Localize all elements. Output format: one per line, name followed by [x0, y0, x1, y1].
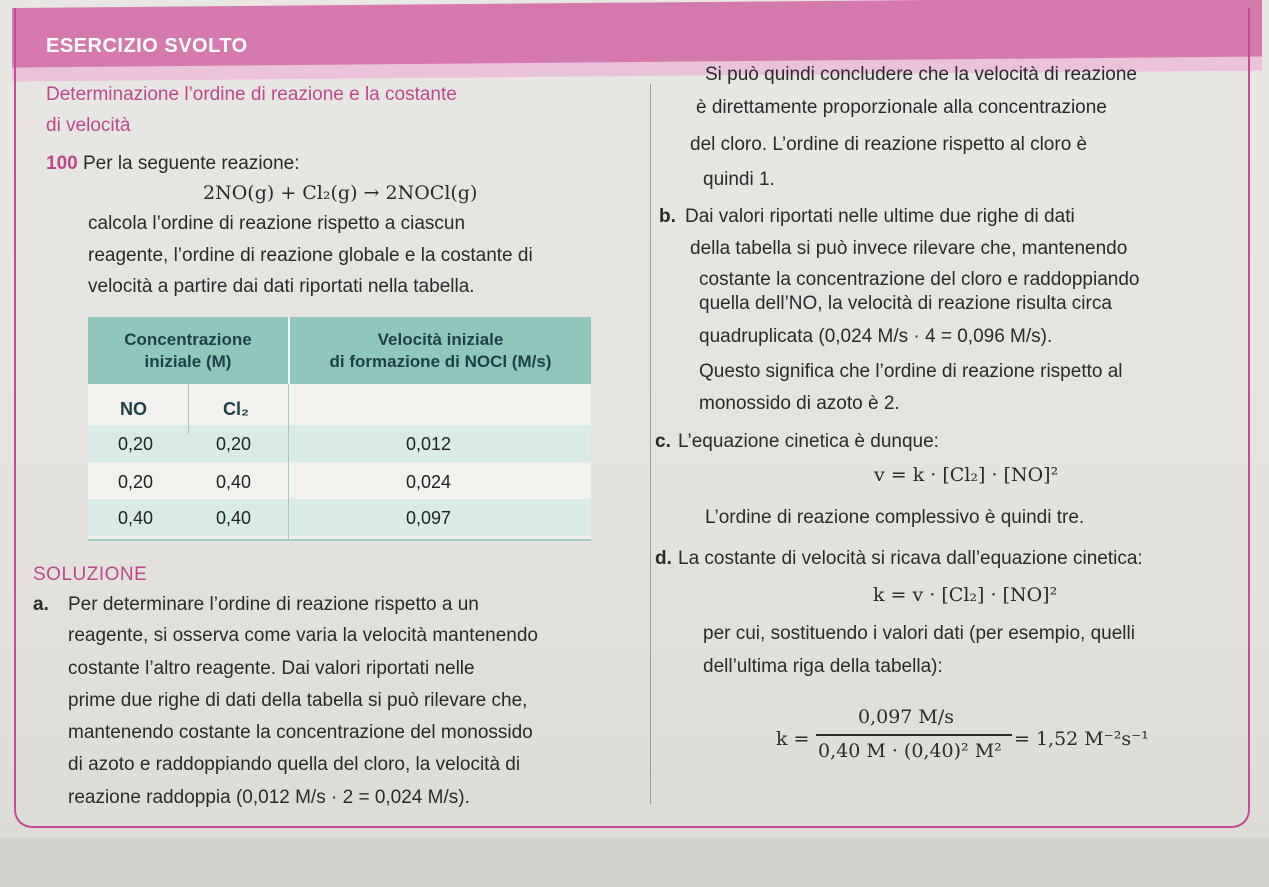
table-row-shade: [88, 499, 591, 536]
k-numerator: 0,097 M/s: [858, 706, 955, 728]
step-b-label: b.: [659, 206, 676, 227]
step-a-line5: mantenendo costante la concentrazione del monossido: [68, 722, 533, 743]
column-divider: [650, 84, 651, 804]
k-result: = 1,52 M⁻²s⁻¹: [1014, 728, 1149, 750]
conclusion-line4: quindi 1.: [703, 169, 775, 190]
step-b-line4: quella dell’NO, la velocità di reazione risulta circa: [699, 293, 1112, 314]
header-concentration-line1: Concentrazione: [124, 330, 252, 349]
step-d-line2: per cui, sostituendo i valori dati (per esempio, quelli: [703, 623, 1135, 644]
col-header-cl2: Cl₂: [223, 399, 249, 419]
problem-number: 100: [46, 153, 78, 174]
step-a-line3: costante l’altro reagente. Dai valori riportati nelle: [68, 658, 475, 679]
table-cell: 0,40: [216, 472, 252, 492]
step-a-line2: reagente, si osserva come varia la velocità mantenendo: [68, 625, 538, 646]
step-b-line6: Questo significa che l’ordine di reazione rispetto al: [699, 361, 1123, 382]
header-velocity: [290, 329, 591, 373]
conclusion-line1: Si può quindi concludere che la velocità di reazione: [705, 64, 1137, 85]
page-bottom-shadow: [0, 838, 1269, 887]
table-cell: 0,20: [118, 434, 154, 454]
table-column-separator: [288, 384, 289, 539]
table-cell: 0,20: [118, 472, 154, 492]
step-a-line1: Per determinare l’ordine di reazione rispetto a un: [68, 594, 479, 615]
table-cell: 0,097: [406, 508, 452, 528]
fraction-bar: [816, 734, 1012, 736]
rate-equation: v = k · [Cl₂] · [NO]²: [874, 464, 1059, 486]
conclusion-line2: è direttamente proporzionale alla concentrazione: [696, 97, 1107, 118]
problem-title-line2: di velocità: [46, 115, 131, 136]
header-velocity-line2: di formazione di NOCl (M/s): [329, 352, 552, 371]
header-velocity-line1: Velocità iniziale: [377, 330, 504, 349]
step-b-line7: monossido di azoto è 2.: [699, 393, 900, 414]
step-a-line7: reazione raddoppia (0,012 M/s · 2 = 0,024 M/s).: [68, 787, 470, 808]
task-line2: reagente, l’ordine di reazione globale e la costante di: [88, 245, 533, 266]
problem-title-line1: Determinazione l’ordine di reazione e la costante: [46, 84, 457, 105]
step-d-line1: La costante di velocità si ricava dall’equazione cinetica:: [678, 548, 1143, 569]
col-header-no: NO: [120, 399, 147, 419]
header-concentration-line2: iniziale (M): [144, 352, 232, 371]
header-concentration: [88, 329, 288, 373]
step-d-label: d.: [655, 548, 672, 569]
data-table: [88, 317, 591, 541]
task-line3: velocità a partire dai dati riportati nella tabella.: [88, 276, 475, 297]
step-d-line3: dell’ultima riga della tabella):: [703, 656, 943, 677]
step-b-line3: costante la concentrazione del cloro e raddoppiando: [699, 269, 1140, 290]
conclusion-line3: del cloro. L’ordine di reazione rispetto al cloro è: [690, 134, 1088, 155]
step-b-line1: Dai valori riportati nelle ultime due righe di dati: [685, 206, 1075, 227]
table-cell: 0,012: [406, 434, 452, 454]
table-cell: 0,40: [118, 508, 154, 528]
step-a-label: a.: [33, 594, 49, 615]
problem-intro-text: Per la seguente reazione:: [82, 153, 300, 174]
solution-heading: SOLUZIONE: [33, 564, 148, 585]
problem-intro: [46, 153, 300, 175]
table-cell: 0,40: [216, 508, 252, 528]
reaction-equation: 2NO(g) + Cl₂(g) → 2NOCl(g): [203, 182, 478, 204]
rate-constant-equation: k = v · [Cl₂] · [NO]²: [873, 584, 1058, 606]
step-a-line6: di azoto e raddoppiando quella del cloro, la velocità di: [68, 754, 521, 775]
table-cell: 0,024: [406, 472, 452, 492]
table-row-shade: [88, 425, 591, 462]
table-cell: 0,20: [216, 434, 252, 454]
k-lhs: k =: [776, 728, 810, 750]
table-subcolumn-separator: [188, 384, 189, 434]
step-b-line2: della tabella si può invece rilevare che, mantenendo: [690, 238, 1128, 259]
step-c-line2: L’ordine di reazione complessivo è quindi tre.: [705, 507, 1085, 528]
task-line1: calcola l’ordine di reazione rispetto a ciascun: [88, 213, 466, 234]
k-denominator: 0,40 M · (0,40)² M²: [818, 740, 1002, 762]
step-c-line1: L’equazione cinetica è dunque:: [678, 431, 939, 452]
step-c-label: c.: [655, 431, 671, 452]
step-a-line4: prime due righe di dati della tabella si può rilevare che,: [68, 690, 528, 711]
step-b-line5: quadruplicata (0,024 M/s · 4 = 0,096 M/s).: [699, 326, 1053, 347]
exercise-title: ESERCIZIO SVOLTO: [46, 35, 248, 57]
